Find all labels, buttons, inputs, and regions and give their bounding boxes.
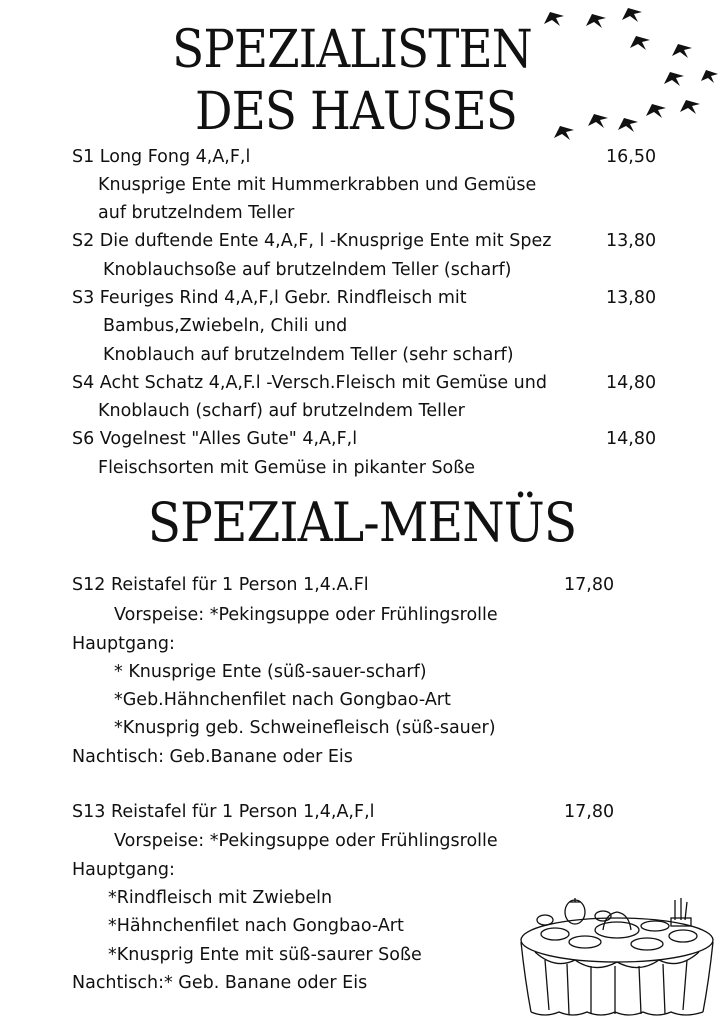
special-price: 16,50 (606, 147, 657, 167)
special-desc: Knoblauch auf brutzelndem Teller (sehr scharf) (103, 345, 514, 365)
special-name: S3 Feuriges Rind 4,A,F,l Gebr. Rindfleisch mit (72, 288, 467, 308)
menu-main-label: Hauptgang: (72, 634, 175, 654)
menu-price: 17,80 (564, 575, 615, 595)
menu-main-item: *Rindfleisch mit Zwiebeln (108, 888, 333, 908)
title-line-2: DES HAUSES (195, 82, 517, 142)
menu-dessert: Nachtisch:* Geb. Banane oder Eis (72, 973, 368, 993)
title-line-1: SPEZIALISTEN (172, 20, 532, 80)
special-desc: auf brutzelndem Teller (98, 203, 295, 223)
banquet-table-icon (515, 890, 720, 1020)
menu-price: 17,80 (564, 802, 615, 822)
menu-starter: Vorspeise: *Pekingsuppe oder Frühlingsrolle (114, 605, 498, 625)
menu-main-item: *Knusprig geb. Schweinefleisch (süß-sauer) (114, 718, 496, 738)
special-desc: Fleischsorten mit Gemüse in pikanter Soße (98, 458, 476, 478)
special-name: S2 Die duftende Ente 4,A,F, l -Knusprige Ente mit Spez (72, 231, 552, 251)
special-name: S1 Long Fong 4,A,F,l (72, 147, 251, 167)
menu-main-item: *Knusprig Ente mit süß-saurer Soße (108, 945, 422, 965)
menu-main-item: *Geb.Hähnchenfilet nach Gongbao-Art (114, 690, 451, 710)
special-name: S4 Acht Schatz 4,A,F.l -Versch.Fleisch mit Gemüse und (72, 373, 547, 393)
special-price: 13,80 (606, 288, 657, 308)
special-desc: Knoblauchsoße auf brutzelndem Teller (scharf) (103, 260, 512, 280)
menu-main-item: *Hähnchenfilet nach Gongbao-Art (108, 916, 404, 936)
menu-main-label: Hauptgang: (72, 860, 175, 880)
flying-birds-icon (520, 0, 724, 150)
special-name: S6 Vogelnest "Alles Gute" 4,A,F,l (72, 429, 358, 449)
special-price: 13,80 (606, 231, 657, 251)
menu-name: S13 Reistafel für 1 Person 1,4,A,F,l (72, 802, 375, 822)
special-price: 14,80 (606, 373, 657, 393)
special-price: 14,80 (606, 429, 657, 449)
special-desc: Bambus,Zwiebeln, Chili und (103, 316, 348, 336)
menus-title: SPEZIAL-MENÜS (147, 491, 577, 554)
special-desc: Knoblauch (scharf) auf brutzelndem Teller (98, 401, 465, 421)
special-desc: Knusprige Ente mit Hummerkrabben und Gemüse (98, 175, 537, 195)
menu-dessert: Nachtisch: Geb.Banane oder Eis (72, 747, 353, 767)
menu-starter: Vorspeise: *Pekingsuppe oder Frühlingsrolle (114, 831, 498, 851)
menu-name: S12 Reistafel für 1 Person 1,4.A.Fl (72, 575, 369, 595)
menu-main-item: * Knusprige Ente (süß-sauer-scharf) (114, 662, 427, 682)
